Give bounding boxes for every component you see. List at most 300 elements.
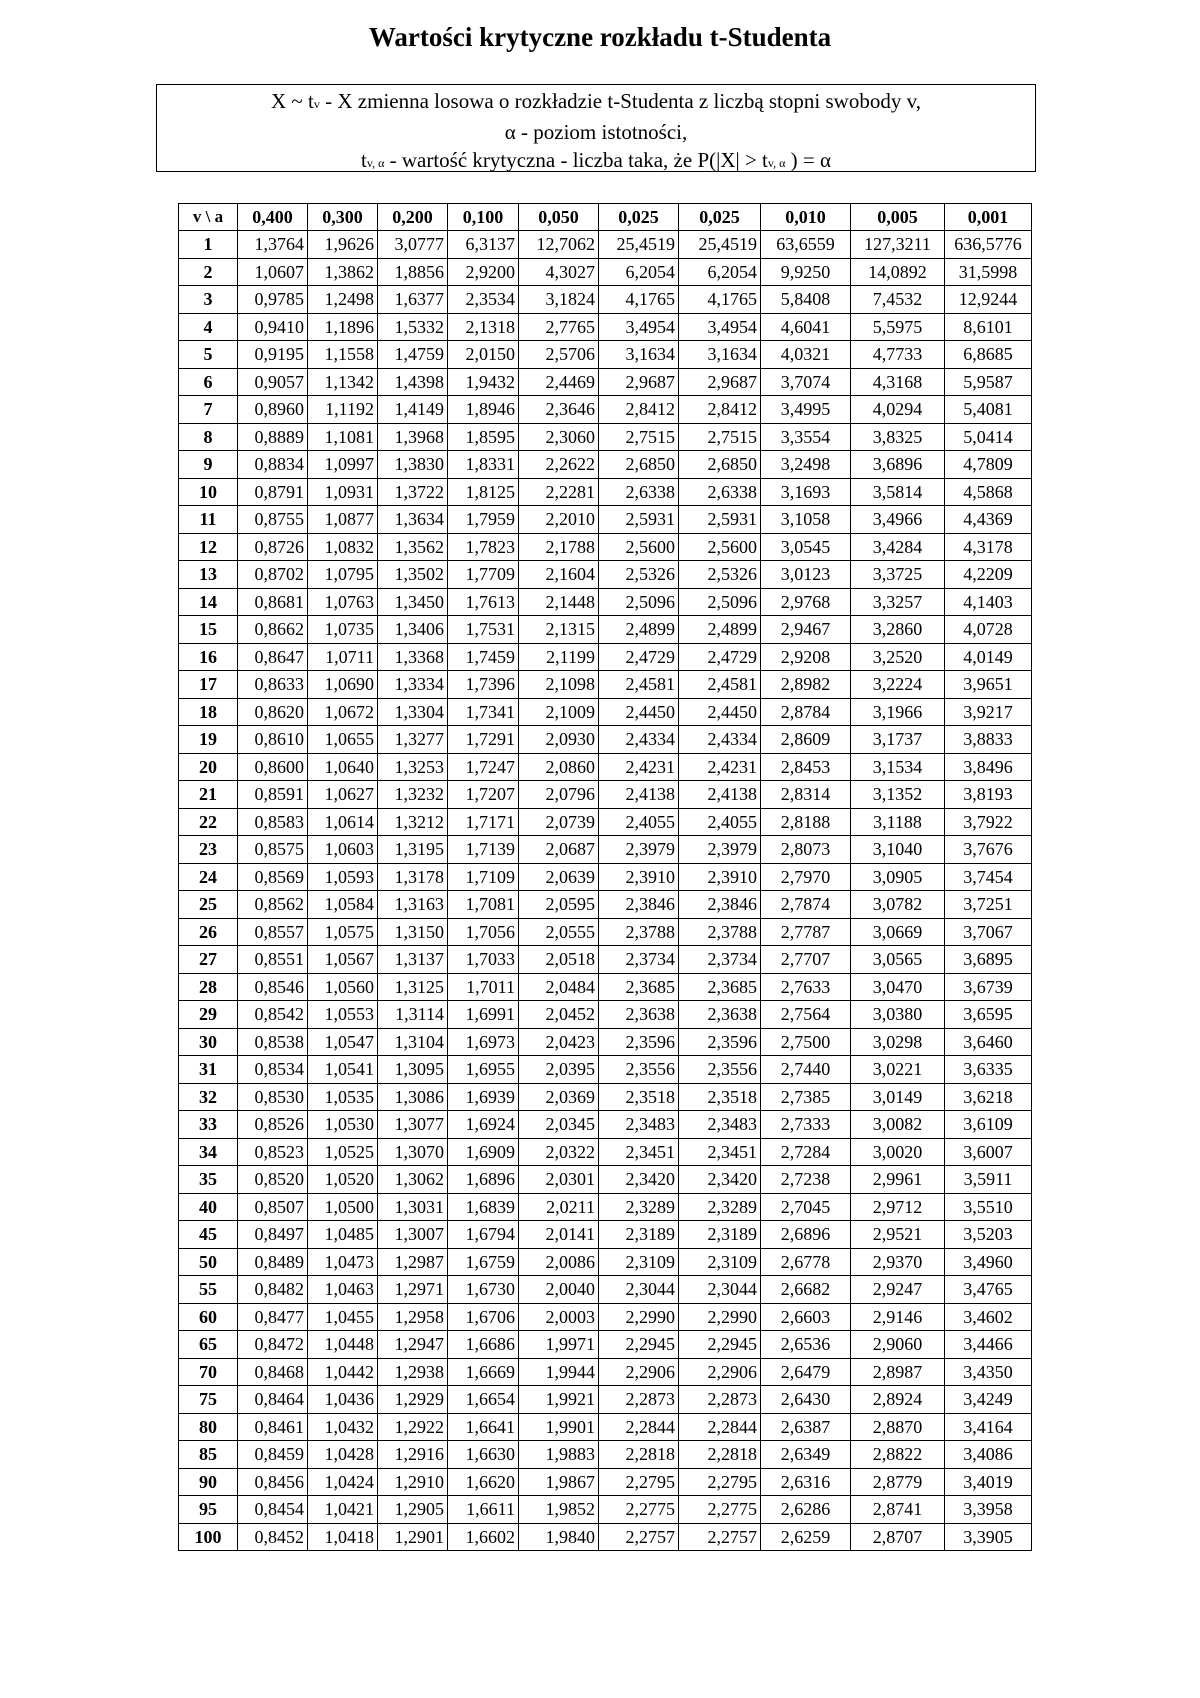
df-cell: 31 (179, 1056, 238, 1084)
value-cell: 4,5868 (945, 478, 1032, 506)
value-cell: 2,2010 (519, 506, 599, 534)
table-row (179, 781, 1032, 809)
value-cell: 1,8125 (448, 478, 519, 506)
value-cell: 1,2922 (378, 1413, 448, 1441)
value-cell: 3,0221 (851, 1056, 945, 1084)
value-cell: 1,8331 (448, 451, 519, 479)
value-cell: 1,0614 (308, 808, 378, 836)
value-cell: 2,3189 (599, 1221, 679, 1249)
table-row (179, 1331, 1032, 1359)
df-cell: 75 (179, 1386, 238, 1414)
value-cell: 1,2916 (378, 1441, 448, 1469)
value-cell: 1,3830 (378, 451, 448, 479)
df-cell: 35 (179, 1166, 238, 1194)
value-cell: 3,1634 (599, 341, 679, 369)
value-cell: 3,0782 (851, 891, 945, 919)
value-cell: 2,8188 (761, 808, 851, 836)
table-row (179, 1221, 1032, 1249)
value-cell: 3,8193 (945, 781, 1032, 809)
value-cell: 1,3862 (308, 258, 378, 286)
value-cell: 2,0518 (519, 946, 599, 974)
value-cell: 3,1693 (761, 478, 851, 506)
value-cell: 1,7959 (448, 506, 519, 534)
value-cell: 3,0565 (851, 946, 945, 974)
value-cell: 3,2860 (851, 616, 945, 644)
value-cell: 1,6909 (448, 1138, 519, 1166)
value-cell: 31,5998 (945, 258, 1032, 286)
value-cell: 3,9651 (945, 671, 1032, 699)
alpha-header: 0,200 (378, 204, 448, 231)
value-cell: 3,0082 (851, 1111, 945, 1139)
value-cell: 3,3958 (945, 1496, 1032, 1524)
value-cell: 2,3646 (519, 396, 599, 424)
value-cell: 2,9467 (761, 616, 851, 644)
df-cell: 32 (179, 1083, 238, 1111)
value-cell: 1,9867 (519, 1468, 599, 1496)
value-cell: 2,4138 (679, 781, 761, 809)
value-cell: 1,3722 (378, 478, 448, 506)
value-cell: 0,8542 (238, 1001, 308, 1029)
df-cell: 65 (179, 1331, 238, 1359)
value-cell: 1,6955 (448, 1056, 519, 1084)
value-cell: 0,8468 (238, 1358, 308, 1386)
value-cell: 6,8685 (945, 341, 1032, 369)
value-cell: 2,3979 (679, 836, 761, 864)
value-cell: 2,2873 (599, 1386, 679, 1414)
value-cell: 2,0687 (519, 836, 599, 864)
value-cell: 1,0525 (308, 1138, 378, 1166)
df-cell: 2 (179, 258, 238, 286)
value-cell: 0,9410 (238, 313, 308, 341)
value-cell: 3,1737 (851, 726, 945, 754)
value-cell: 2,7515 (599, 423, 679, 451)
table-row (179, 258, 1032, 286)
value-cell: 2,3685 (599, 973, 679, 1001)
value-cell: 1,3634 (378, 506, 448, 534)
table-row (179, 423, 1032, 451)
value-cell: 3,8833 (945, 726, 1032, 754)
df-cell: 40 (179, 1193, 238, 1221)
value-cell: 2,4450 (599, 698, 679, 726)
alpha-header: 0,025 (679, 204, 761, 231)
table-row (179, 341, 1032, 369)
value-cell: 2,3483 (599, 1111, 679, 1139)
value-cell: 2,0796 (519, 781, 599, 809)
table-row (179, 561, 1032, 589)
value-cell: 3,4995 (761, 396, 851, 424)
alpha-header: 0,005 (851, 204, 945, 231)
value-cell: 2,8870 (851, 1413, 945, 1441)
table-row (179, 231, 1032, 259)
df-cell: 34 (179, 1138, 238, 1166)
page-title: Wartości krytyczne rozkładu t-Studenta (368, 22, 832, 52)
value-cell: 0,8889 (238, 423, 308, 451)
value-cell: 7,4532 (851, 286, 945, 314)
value-cell: 2,4231 (679, 753, 761, 781)
value-cell: 2,0860 (519, 753, 599, 781)
value-cell: 1,3450 (378, 588, 448, 616)
definition-box (156, 84, 1036, 172)
df-cell: 23 (179, 836, 238, 864)
df-cell: 12 (179, 533, 238, 561)
alpha-header: 0,010 (761, 204, 851, 231)
value-cell: 1,0530 (308, 1111, 378, 1139)
value-cell: 1,9883 (519, 1441, 599, 1469)
value-cell: 2,7500 (761, 1028, 851, 1056)
value-cell: 3,4602 (945, 1303, 1032, 1331)
value-cell: 1,7396 (448, 671, 519, 699)
value-cell: 4,4369 (945, 506, 1032, 534)
value-cell: 6,2054 (679, 258, 761, 286)
value-cell: 2,3556 (599, 1056, 679, 1084)
value-cell: 1,0448 (308, 1331, 378, 1359)
value-cell: 2,9060 (851, 1331, 945, 1359)
table-row (179, 1083, 1032, 1111)
value-cell: 3,6595 (945, 1001, 1032, 1029)
table-row (179, 1248, 1032, 1276)
value-cell: 1,7033 (448, 946, 519, 974)
value-cell: 2,0639 (519, 863, 599, 891)
value-cell: 1,3163 (378, 891, 448, 919)
value-cell: 2,7874 (761, 891, 851, 919)
table-row (179, 671, 1032, 699)
value-cell: 3,4249 (945, 1386, 1032, 1414)
value-cell: 1,1896 (308, 313, 378, 341)
value-cell: 2,2990 (679, 1303, 761, 1331)
value-cell: 0,8464 (238, 1386, 308, 1414)
value-cell: 6,2054 (599, 258, 679, 286)
value-cell: 3,4954 (599, 313, 679, 341)
value-cell: 1,3277 (378, 726, 448, 754)
value-cell: 1,2901 (378, 1523, 448, 1551)
value-cell: 4,3027 (519, 258, 599, 286)
value-cell: 2,7787 (761, 918, 851, 946)
value-cell: 2,3979 (599, 836, 679, 864)
value-cell: 3,7251 (945, 891, 1032, 919)
value-cell: 1,6991 (448, 1001, 519, 1029)
value-cell: 2,6536 (761, 1331, 851, 1359)
value-cell: 127,3211 (851, 231, 945, 259)
value-cell: 4,7733 (851, 341, 945, 369)
value-cell: 3,4765 (945, 1276, 1032, 1304)
value-cell: 3,5510 (945, 1193, 1032, 1221)
table-row (179, 533, 1032, 561)
value-cell: 0,8662 (238, 616, 308, 644)
value-cell: 0,8538 (238, 1028, 308, 1056)
value-cell: 0,8482 (238, 1276, 308, 1304)
value-cell: 1,0655 (308, 726, 378, 754)
value-cell: 0,8520 (238, 1166, 308, 1194)
value-cell: 3,1966 (851, 698, 945, 726)
table-row (179, 1001, 1032, 1029)
value-cell: 2,3483 (679, 1111, 761, 1139)
value-cell: 3,4954 (679, 313, 761, 341)
value-cell: 2,0423 (519, 1028, 599, 1056)
value-cell: 1,6377 (378, 286, 448, 314)
value-cell: 5,9587 (945, 368, 1032, 396)
value-cell: 0,8575 (238, 836, 308, 864)
value-cell: 1,0711 (308, 643, 378, 671)
value-cell: 1,3104 (378, 1028, 448, 1056)
value-cell: 0,8702 (238, 561, 308, 589)
value-cell: 2,3109 (679, 1248, 761, 1276)
value-cell: 2,6896 (761, 1221, 851, 1249)
value-cell: 2,4729 (599, 643, 679, 671)
value-cell: 2,7440 (761, 1056, 851, 1084)
table-row (179, 726, 1032, 754)
value-cell: 2,6338 (679, 478, 761, 506)
df-cell: 5 (179, 341, 238, 369)
value-cell: 2,8453 (761, 753, 851, 781)
value-cell: 2,1604 (519, 561, 599, 589)
table-row (179, 1111, 1032, 1139)
table-row (179, 698, 1032, 726)
alpha-header: 0,001 (945, 204, 1032, 231)
value-cell: 1,3031 (378, 1193, 448, 1221)
value-cell: 2,8412 (599, 396, 679, 424)
value-cell: 1,2938 (378, 1358, 448, 1386)
value-cell: 4,3168 (851, 368, 945, 396)
value-cell: 2,4231 (599, 753, 679, 781)
table-row (179, 1441, 1032, 1469)
value-cell: 3,6460 (945, 1028, 1032, 1056)
value-cell: 2,2281 (519, 478, 599, 506)
value-cell: 0,8791 (238, 478, 308, 506)
value-cell: 2,7284 (761, 1138, 851, 1166)
value-cell: 1,2910 (378, 1468, 448, 1496)
value-cell: 1,8595 (448, 423, 519, 451)
table-row (179, 1358, 1032, 1386)
value-cell: 2,8412 (679, 396, 761, 424)
value-cell: 1,8946 (448, 396, 519, 424)
table-row (179, 451, 1032, 479)
value-cell: 1,7139 (448, 836, 519, 864)
value-cell: 1,0567 (308, 946, 378, 974)
value-cell: 2,4055 (679, 808, 761, 836)
value-cell: 1,3195 (378, 836, 448, 864)
value-cell: 2,0141 (519, 1221, 599, 1249)
value-cell: 636,5776 (945, 231, 1032, 259)
value-cell: 1,3114 (378, 1001, 448, 1029)
value-cell: 1,6641 (448, 1413, 519, 1441)
value-cell: 4,0294 (851, 396, 945, 424)
value-cell: 3,2224 (851, 671, 945, 699)
value-cell: 3,0123 (761, 561, 851, 589)
value-cell: 1,7531 (448, 616, 519, 644)
value-cell: 4,1403 (945, 588, 1032, 616)
value-cell: 2,9521 (851, 1221, 945, 1249)
value-cell: 0,8472 (238, 1331, 308, 1359)
df-cell: 15 (179, 616, 238, 644)
value-cell: 1,3178 (378, 863, 448, 891)
df-cell: 17 (179, 671, 238, 699)
value-cell: 2,0040 (519, 1276, 599, 1304)
value-cell: 1,3304 (378, 698, 448, 726)
table-row (179, 506, 1032, 534)
value-cell: 2,5096 (679, 588, 761, 616)
value-cell: 2,5706 (519, 341, 599, 369)
value-cell: 1,1558 (308, 341, 378, 369)
df-cell: 21 (179, 781, 238, 809)
value-cell: 3,4966 (851, 506, 945, 534)
value-cell: 1,7109 (448, 863, 519, 891)
value-cell: 2,2757 (679, 1523, 761, 1551)
value-cell: 4,3178 (945, 533, 1032, 561)
value-cell: 2,8822 (851, 1441, 945, 1469)
value-cell: 1,3764 (238, 231, 308, 259)
value-cell: 1,0535 (308, 1083, 378, 1111)
value-cell: 3,0298 (851, 1028, 945, 1056)
value-cell: 1,0442 (308, 1358, 378, 1386)
value-cell: 2,3189 (679, 1221, 761, 1249)
value-cell: 2,3060 (519, 423, 599, 451)
value-cell: 1,7011 (448, 973, 519, 1001)
value-cell: 5,4081 (945, 396, 1032, 424)
value-cell: 2,3734 (599, 946, 679, 974)
value-cell: 2,4055 (599, 808, 679, 836)
value-cell: 2,6259 (761, 1523, 851, 1551)
value-cell: 1,0640 (308, 753, 378, 781)
value-cell: 2,3596 (599, 1028, 679, 1056)
value-cell: 2,6603 (761, 1303, 851, 1331)
value-cell: 2,0345 (519, 1111, 599, 1139)
df-cell: 60 (179, 1303, 238, 1331)
value-cell: 2,5931 (679, 506, 761, 534)
value-cell: 1,3077 (378, 1111, 448, 1139)
value-cell: 2,3596 (679, 1028, 761, 1056)
value-cell: 4,1765 (599, 286, 679, 314)
value-cell: 0,9785 (238, 286, 308, 314)
alpha-header: 0,050 (519, 204, 599, 231)
value-cell: 1,0607 (238, 258, 308, 286)
value-cell: 1,0735 (308, 616, 378, 644)
value-cell: 2,2945 (599, 1331, 679, 1359)
value-cell: 2,1318 (448, 313, 519, 341)
value-cell: 2,3420 (599, 1166, 679, 1194)
value-cell: 2,5600 (679, 533, 761, 561)
value-cell: 2,0739 (519, 808, 599, 836)
corner-header: v \ a (179, 204, 238, 231)
value-cell: 2,0369 (519, 1083, 599, 1111)
value-cell: 2,1788 (519, 533, 599, 561)
df-cell: 11 (179, 506, 238, 534)
value-cell: 25,4519 (679, 231, 761, 259)
value-cell: 3,2520 (851, 643, 945, 671)
value-cell: 1,3406 (378, 616, 448, 644)
value-cell: 3,3725 (851, 561, 945, 589)
value-cell: 2,1009 (519, 698, 599, 726)
value-cell: 2,3910 (599, 863, 679, 891)
value-cell: 3,7067 (945, 918, 1032, 946)
value-cell: 1,7247 (448, 753, 519, 781)
value-cell: 2,8314 (761, 781, 851, 809)
value-cell: 2,0930 (519, 726, 599, 754)
value-cell: 1,6620 (448, 1468, 519, 1496)
value-cell: 2,3109 (599, 1248, 679, 1276)
df-cell: 22 (179, 808, 238, 836)
value-cell: 2,2818 (599, 1441, 679, 1469)
value-cell: 2,3685 (679, 973, 761, 1001)
table-row (179, 808, 1032, 836)
value-cell: 4,2209 (945, 561, 1032, 589)
value-cell: 2,9146 (851, 1303, 945, 1331)
value-cell: 1,8856 (378, 258, 448, 286)
table-header-row (179, 204, 1032, 231)
df-cell: 95 (179, 1496, 238, 1524)
value-cell: 1,3007 (378, 1221, 448, 1249)
value-cell: 0,8681 (238, 588, 308, 616)
value-cell: 1,9432 (448, 368, 519, 396)
value-cell: 0,8557 (238, 918, 308, 946)
df-cell: 14 (179, 588, 238, 616)
value-cell: 1,3095 (378, 1056, 448, 1084)
value-cell: 1,6759 (448, 1248, 519, 1276)
value-cell: 2,2795 (679, 1468, 761, 1496)
value-cell: 0,8726 (238, 533, 308, 561)
value-cell: 0,8960 (238, 396, 308, 424)
value-cell: 3,3257 (851, 588, 945, 616)
value-cell: 2,6387 (761, 1413, 851, 1441)
value-cell: 3,4960 (945, 1248, 1032, 1276)
table-row (179, 753, 1032, 781)
df-cell: 19 (179, 726, 238, 754)
value-cell: 0,8452 (238, 1523, 308, 1551)
value-cell: 1,0877 (308, 506, 378, 534)
df-cell: 24 (179, 863, 238, 891)
value-cell: 0,8610 (238, 726, 308, 754)
df-cell: 20 (179, 753, 238, 781)
table-row (179, 368, 1032, 396)
value-cell: 2,3556 (679, 1056, 761, 1084)
df-cell: 25 (179, 891, 238, 919)
value-cell: 8,6101 (945, 313, 1032, 341)
value-cell: 2,9200 (448, 258, 519, 286)
value-cell: 2,5326 (599, 561, 679, 589)
value-cell: 1,0931 (308, 478, 378, 506)
table-row (179, 1468, 1032, 1496)
value-cell: 2,9687 (679, 368, 761, 396)
value-cell: 0,8583 (238, 808, 308, 836)
value-cell: 2,6286 (761, 1496, 851, 1524)
value-cell: 2,6349 (761, 1441, 851, 1469)
value-cell: 3,1040 (851, 836, 945, 864)
definition-line-1: X ~ tv - X zmienna losowa o rozkładzie t-Studenta z liczbą stopni swobody v, (271, 89, 921, 113)
value-cell: 2,8609 (761, 726, 851, 754)
table-row (179, 1138, 1032, 1166)
df-cell: 18 (179, 698, 238, 726)
value-cell: 2,1098 (519, 671, 599, 699)
value-cell: 0,8454 (238, 1496, 308, 1524)
value-cell: 2,4469 (519, 368, 599, 396)
value-cell: 1,0500 (308, 1193, 378, 1221)
table-row (179, 643, 1032, 671)
value-cell: 2,2795 (599, 1468, 679, 1496)
table-row (179, 836, 1032, 864)
value-cell: 2,7333 (761, 1111, 851, 1139)
value-cell: 2,3846 (679, 891, 761, 919)
value-cell: 1,3562 (378, 533, 448, 561)
value-cell: 3,1188 (851, 808, 945, 836)
df-cell: 27 (179, 946, 238, 974)
value-cell: 2,6338 (599, 478, 679, 506)
value-cell: 1,0575 (308, 918, 378, 946)
table-row (179, 918, 1032, 946)
alpha-header: 0,400 (238, 204, 308, 231)
value-cell: 1,4398 (378, 368, 448, 396)
value-cell: 4,0149 (945, 643, 1032, 671)
value-cell: 0,8507 (238, 1193, 308, 1221)
value-cell: 3,3554 (761, 423, 851, 451)
